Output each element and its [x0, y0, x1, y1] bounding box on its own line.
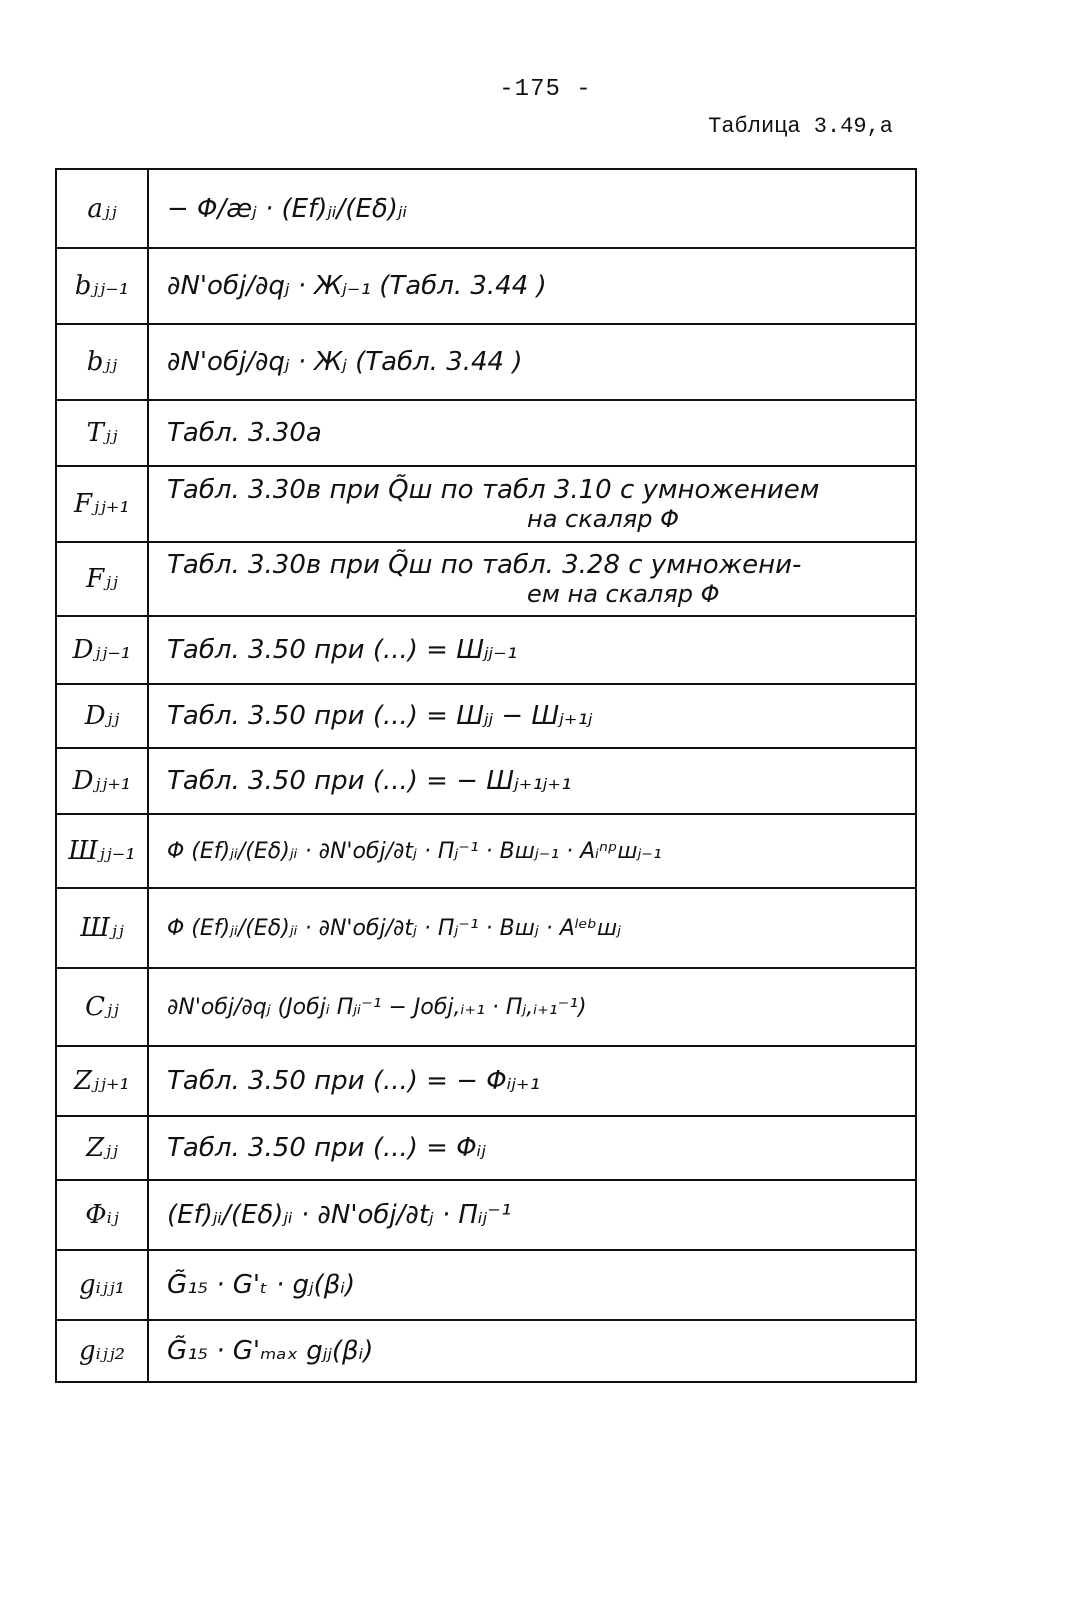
- row-symbol: Cⱼⱼ: [57, 969, 149, 1045]
- table-row: [57, 749, 915, 815]
- table-caption: Таблица 3.49,а: [708, 114, 893, 139]
- row-symbol: bⱼⱼ: [57, 325, 149, 399]
- row-symbol: Fⱼⱼ₊₁: [57, 467, 149, 541]
- row-expression: [149, 1117, 915, 1179]
- expression-line: Табл. 3.30в при Q̃ш по табл. 3.28 с умножени-: [167, 550, 802, 580]
- row-symbol: Dⱼⱼ: [57, 685, 149, 747]
- expression-line: G̃₁₅ · G'ₘₐₓ gⱼⱼ(βᵢ): [167, 1336, 374, 1366]
- expression-line: Табл. 3.30а: [167, 418, 322, 448]
- row-expression: [149, 889, 915, 967]
- row-expression: [149, 685, 915, 747]
- row-symbol: Tⱼⱼ: [57, 401, 149, 465]
- table-row: [57, 170, 915, 249]
- row-expression: [149, 1251, 915, 1319]
- expression-line: Табл. 3.50 при (...) = Шⱼⱼ₋₁: [167, 635, 518, 665]
- table-row: [57, 1321, 915, 1381]
- expression-line: Φ (Ef)ⱼᵢ/(Eδ)ⱼᵢ · ∂N'обj/∂tⱼ · Пⱼ⁻¹ · Bшⱼ · Aˡᵉᵇшⱼ: [167, 915, 621, 941]
- row-expression: [149, 1321, 915, 1381]
- row-symbol: bⱼⱼ₋₁: [57, 249, 149, 323]
- row-symbol: gᵢⱼⱼ₁: [57, 1251, 149, 1319]
- row-symbol: Dⱼⱼ₋₁: [57, 617, 149, 683]
- row-expression: [149, 401, 915, 465]
- expression-line: Φ (Ef)ⱼᵢ/(Eδ)ⱼᵢ · ∂N'обj/∂tⱼ · Пⱼ⁻¹ · Bшⱼ₋₁ · Aᵢⁿᵖшⱼ₋₁: [167, 838, 662, 864]
- row-symbol: gᵢⱼⱼ₂: [57, 1321, 149, 1381]
- expression-line: ∂N'обj/∂qⱼ · Жⱼ₋₁ (Табл. 3.44 ): [167, 271, 547, 301]
- table-row: [57, 1251, 915, 1321]
- expression-line: Табл. 3.50 при (...) = Φᵢⱼ: [167, 1133, 486, 1163]
- page-number: -175 -: [499, 76, 592, 103]
- table-row: [57, 401, 915, 467]
- expression-continuation: на скаляр Φ: [527, 505, 679, 533]
- table-row: [57, 325, 915, 401]
- formula-table: [55, 168, 917, 1383]
- row-expression: [149, 969, 915, 1045]
- expression-line: ∂N'обj/∂qⱼ · Жⱼ (Табл. 3.44 ): [167, 347, 523, 377]
- row-symbol: Шⱼⱼ₋₁: [57, 815, 149, 887]
- row-expression: [149, 543, 915, 615]
- row-expression: [149, 325, 915, 399]
- row-expression: [149, 617, 915, 683]
- expression-line: − Φ/æⱼ · (Ef)ⱼᵢ/(Eδ)ⱼᵢ: [167, 193, 408, 224]
- table-row: [57, 1117, 915, 1181]
- table-row: [57, 1047, 915, 1117]
- row-symbol: Dⱼⱼ₊₁: [57, 749, 149, 813]
- table-row: [57, 617, 915, 685]
- row-expression: [149, 815, 915, 887]
- table-row: [57, 543, 915, 617]
- expression-continuation: ем на скаляр Φ: [527, 580, 720, 608]
- row-symbol: Fⱼⱼ: [57, 543, 149, 615]
- expression-line: Табл. 3.50 при (...) = − Φᵢⱼ₊₁: [167, 1066, 541, 1096]
- row-expression: [149, 1181, 915, 1249]
- row-expression: [149, 170, 915, 247]
- expression-line: G̃₁₅ · G'ₜ · gⱼ(βᵢ): [167, 1270, 356, 1300]
- row-expression: [149, 1047, 915, 1115]
- row-expression: [149, 467, 915, 541]
- table-row: [57, 889, 915, 969]
- row-expression: [149, 249, 915, 323]
- table-row: [57, 467, 915, 543]
- table-row: [57, 249, 915, 325]
- table-row: [57, 1181, 915, 1251]
- table-row: [57, 969, 915, 1047]
- expression-line: (Ef)ⱼᵢ/(Eδ)ⱼᵢ · ∂N'обj/∂tⱼ · Пᵢⱼ⁻¹: [167, 1200, 512, 1230]
- row-symbol: aⱼⱼ: [57, 170, 149, 247]
- table-row: [57, 815, 915, 889]
- table-row: [57, 685, 915, 749]
- row-symbol: Шⱼⱼ: [57, 889, 149, 967]
- row-symbol: Zⱼⱼ₊₁: [57, 1047, 149, 1115]
- expression-line: Табл. 3.50 при (...) = Шⱼⱼ − Шⱼ₊₁ⱼ: [167, 701, 593, 731]
- expression-line: Табл. 3.30в при Q̃ш по табл 3.10 с умножением: [167, 475, 820, 505]
- expression-line: Табл. 3.50 при (...) = − Шⱼ₊₁ⱼ₊₁: [167, 766, 572, 796]
- row-symbol: Zⱼⱼ: [57, 1117, 149, 1179]
- row-symbol: Φᵢⱼ: [57, 1181, 149, 1249]
- row-expression: [149, 749, 915, 813]
- expression-line: ∂N'обj/∂qⱼ (Jобjᵢ Пⱼᵢ⁻¹ − Jобj,ᵢ₊₁ · Пⱼ,ᵢ₊₁⁻¹): [167, 994, 587, 1020]
